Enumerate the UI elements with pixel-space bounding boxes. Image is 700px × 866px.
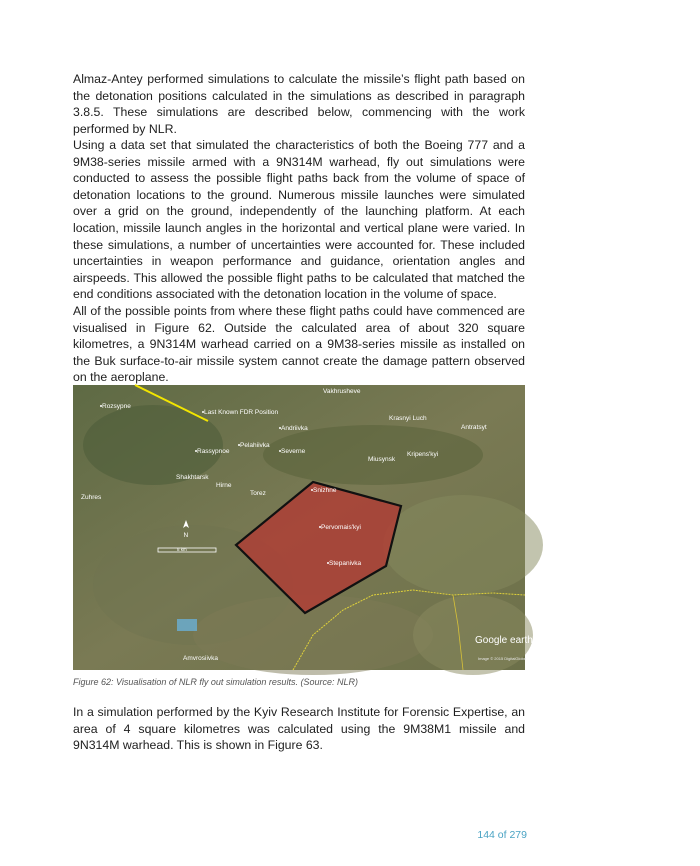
- paragraph-3: All of the possible points from where these flight paths could have commenced are visualised in Figure 62. Outside the calculated area of about 320 square kilometres, a 9N314M warhead carried on a 9M38-series missile as installed on the Buk surface-to-air missile system cannot create the damage pattern observed on the aeroplane.: [73, 304, 525, 385]
- label-stepanivka: Stepanivka: [329, 560, 362, 567]
- imagery-credit: Image © 2015 DigitalGlobe: [478, 656, 527, 661]
- reservoir: [177, 619, 197, 631]
- page-number: 144 of 279: [477, 829, 527, 841]
- label-shakhtarsk: Shakhtarsk: [176, 474, 209, 481]
- label-vakhrusheve: Vakhrusheve: [323, 388, 361, 395]
- label-miusynsk: Miusynsk: [368, 456, 396, 463]
- label-hirne: Hirne: [216, 482, 232, 489]
- label-severne: Severne: [281, 448, 306, 455]
- label-antratsyt: Antratsyt: [461, 424, 487, 431]
- label-kripenskyi: Kripens'kyi: [407, 451, 439, 458]
- label-torez: Torez: [250, 490, 266, 497]
- paragraph-1: Almaz-Antey performed simulations to calculate the missile’s flight path based on the detonation positions calculated in the simulations as described in paragraph 3.8.5. These simulations are described below, commencing with the work performed by NLR.: [73, 72, 525, 136]
- paragraph-2: Using a data set that simulated the characteristics of both the Boeing 777 and a 9M38-series missile armed with a 9N314M warhead, fly out simulations were conducted to assess the possible flight paths back from the volume of space of detonation locations to the ground. Numerous missile launches were simulated over a grid on the ground, independently of the launching platform. At each location, missile launch angles in the horizontal and vertical plane were varied. In these simulations, a number of uncertainties were accounted for. These included uncertainties in weapon performance and guidance, orientation angles and airspeeds. This allowed the possible flight paths to be calculated that matched the end conditions associated with the detonation location in the volume of space.: [73, 138, 525, 302]
- figure-62-map: [73, 385, 533, 670]
- figure-caption: Figure 62: Visualisation of NLR fly out simulation results. (Source: NLR): [73, 677, 358, 687]
- svg-text:8 km: 8 km: [177, 547, 187, 552]
- label-snizhne: Snizhne: [313, 487, 337, 494]
- label-zuhres: Zuhres: [81, 494, 102, 501]
- label-pelahiivka: Pelahiivka: [240, 442, 270, 449]
- paragraph-4: In a simulation performed by the Kyiv Research Institute for Forensic Expertise, an area of 4 square kilometres was calculated using the 9M38M1 missile and 9N314M warhead. This is shown in Figure 63.: [73, 705, 525, 753]
- google-earth-logo: Google earth: [475, 635, 533, 646]
- label-andriivka: Andriivka: [281, 425, 308, 432]
- label-krasnyi-luch: Krasnyi Luch: [389, 415, 427, 422]
- label-rassypnoe: Rassypnoe: [197, 448, 230, 455]
- label-pervomaiskyi: Pervomais'kyi: [321, 524, 361, 531]
- label-rozsypne: Rozsypne: [102, 403, 131, 410]
- svg-text:N: N: [183, 532, 189, 539]
- satellite-map: [73, 385, 533, 670]
- label-last-fdr-position: Last Known FDR Position: [204, 409, 279, 416]
- label-amvrosiivka: Amvrosiivka: [183, 655, 219, 662]
